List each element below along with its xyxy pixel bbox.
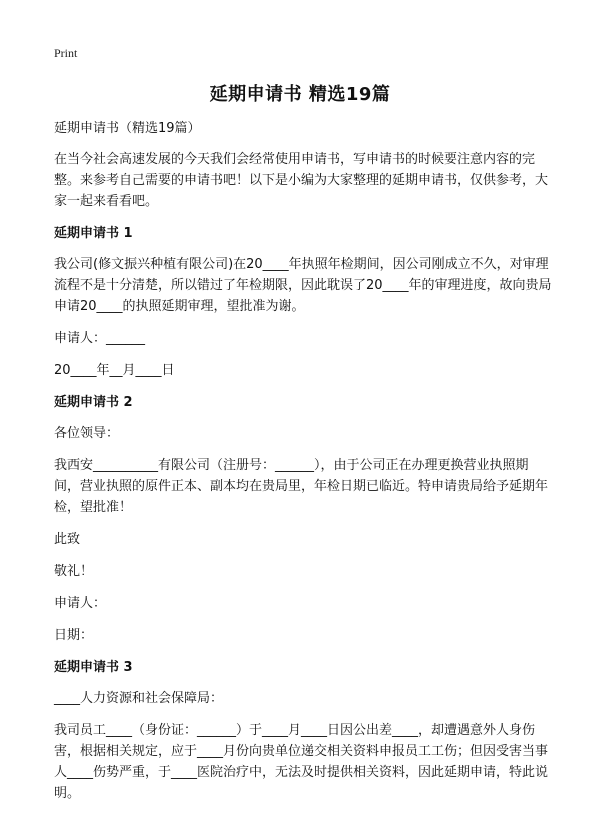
document-body <box>54 118 554 815</box>
section-2-closing-2: 敬礼！ <box>54 564 94 579</box>
section-2-date: 日期： <box>54 628 94 643</box>
section-2-closing-1: 此致 <box>54 532 81 547</box>
print-label: Print <box>54 46 78 60</box>
document-subtitle: 延期申请书（精选19篇） <box>54 121 201 136</box>
section-2-salutation: 各位领导： <box>54 426 120 441</box>
section-1-applicant: 申请人：______ <box>54 331 146 346</box>
section-3-salutation: ____人力资源和社会保障局： <box>54 691 224 706</box>
section-1-date: 20____年__月____日 <box>54 363 175 378</box>
section-2-heading: 延期申请书 2 <box>54 395 133 410</box>
intro-paragraph: 在当今社会高速发展的今天我们会经常使用申请书，写申请书的时候要注意内容的完整。来参考自己需要的申请书吧！以下是小编为大家整理的延期申请书，仅供参考，大家一起来看看吧。 <box>54 152 549 209</box>
document-title: 延期申请书 精选19篇 <box>209 84 391 105</box>
section-1-heading: 延期申请书 1 <box>54 226 133 241</box>
section-1-body: 我公司(修文振兴种植有限公司)在20____年执照年检期间，因公司刚成立不久，对审理流程不是十分清楚，所以错过了年检期限，因此耽误了20____年的审理进度，故向贵局申请20____的执照延期审理，望批准为谢。 <box>54 257 552 314</box>
section-2-applicant: 申请人： <box>54 596 107 611</box>
section-3-heading: 延期申请书 3 <box>54 660 133 675</box>
section-3-body: 我司员工____（身份证：______）于____月____日因公出差____，却遭遇意外人身伤害，根据相关规定，应于____月份向贵单位递交相关资料申报员工工伤；但因受害当事人____伤势严重，于____医院治疗中，无法及时提供相关资料，因此延期申请，特此说明。 <box>54 723 549 801</box>
section-2-body: 我西安__________有限公司（注册号：______），由于公司正在办理更换营业执照期间，营业执照的原件正本、副本均在贵局里，年检日期已临近。特申请贵局给予延期年检，望批准！ <box>54 458 549 515</box>
